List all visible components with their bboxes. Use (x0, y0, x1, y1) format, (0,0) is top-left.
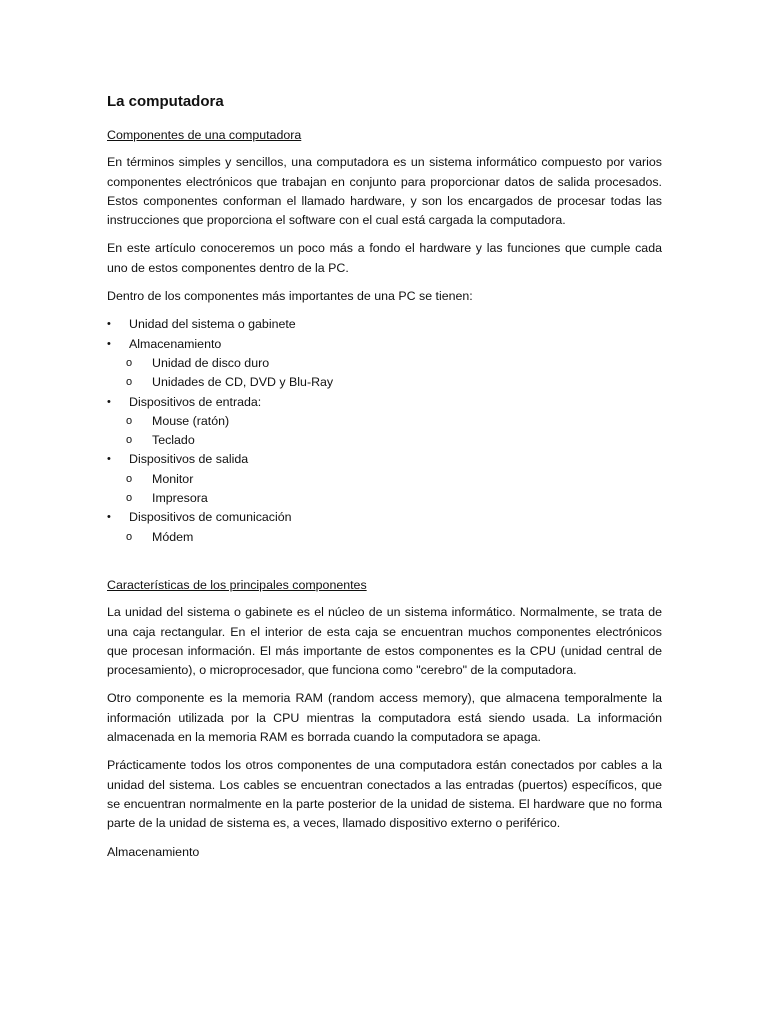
circle-bullet-icon: o (126, 530, 133, 543)
document-title: La computadora (107, 93, 224, 110)
sublist-item (107, 528, 662, 547)
list-item-label: Unidad del sistema o gabinete (129, 317, 296, 332)
circle-bullet-icon: o (126, 414, 133, 427)
communication-devices-sublist (107, 528, 662, 547)
sublist-item-label: Mouse (ratón) (152, 413, 230, 428)
sublist-item-label: Unidades de CD, DVD y Blu-Ray (152, 375, 334, 390)
circle-bullet-icon: o (126, 356, 133, 369)
sublist-item (107, 489, 662, 508)
paragraph-peripherals: Prácticamente todos los otros componentes de una computadora están conectados por cables a la unidad del sistema. Los cables se encuentran conectados a las entradas (puertos) específicos, que se encuentran normalmente en la parte posterior de la unidad de sistema. El hardware que no forma parte de la unidad de sistema es, a veces, llamado dispositivo externo o periférico. (107, 758, 662, 831)
sublist-item (107, 373, 662, 392)
components-list (107, 450, 662, 469)
section-spacer (107, 547, 662, 576)
section-heading-components: Componentes de una computadora (107, 128, 302, 142)
sublist-item-label: Monitor (152, 471, 194, 486)
storage-sublist (107, 354, 662, 393)
circle-bullet-icon: o (126, 472, 133, 485)
components-list (107, 315, 662, 354)
list-item (107, 450, 662, 469)
circle-bullet-icon: o (126, 376, 133, 389)
sublist-item (107, 354, 662, 373)
list-item-label: Almacenamiento (129, 336, 222, 351)
sublist-item-label: Impresora (152, 491, 208, 506)
section-heading-characteristics: Características de los principales componentes (107, 577, 367, 592)
paragraph-system-unit: La unidad del sistema o gabinete es el núcleo de un sistema informático. Normalmente, se trata de una caja rectangular. En el interior de esta caja se encuentran muchos componentes electrónicos que procesan información. El más importante de estos componentes es la CPU (unidad central de procesamiento), o microprocesador, que funciona como "cerebro" de la computadora. (107, 605, 662, 678)
list-item-label: Dispositivos de comunicación (129, 510, 292, 525)
sublist-item (107, 412, 662, 431)
list-item (107, 315, 662, 334)
paragraph-article: En este artículo conoceremos un poco más a fondo el hardware y las funciones que cumple cada uno de estos componentes dentro de la PC. (107, 241, 662, 275)
circle-bullet-icon: o (126, 492, 133, 505)
sublist-item-label: Módem (152, 529, 194, 544)
input-devices-sublist (107, 412, 662, 451)
list-item (107, 335, 662, 354)
output-devices-sublist (107, 470, 662, 509)
components-list (107, 393, 662, 412)
sublist-item-label: Unidad de disco duro (152, 355, 270, 370)
list-item-label: Dispositivos de entrada: (129, 394, 262, 409)
sublist-item (107, 431, 662, 450)
document-page (107, 92, 662, 862)
bullet-icon: • (107, 395, 111, 408)
paragraph-list-intro: Dentro de los componentes más importantes de una PC se tienen: (107, 289, 473, 304)
components-list (107, 508, 662, 527)
bullet-icon: • (107, 318, 111, 331)
list-item-label: Dispositivos de salida (129, 452, 249, 467)
sublist-item (107, 470, 662, 489)
bullet-icon: • (107, 511, 111, 524)
paragraph-ram: Otro componente es la memoria RAM (random access memory), que almacena temporalmente la información utilizada por la CPU mientras la computadora está siendo usada. La información almacenada en la memoria RAM es borrada cuando la computadora se apaga. (107, 691, 662, 745)
circle-bullet-icon: o (126, 434, 133, 447)
list-item (107, 393, 662, 412)
bullet-icon: • (107, 337, 111, 350)
subheading-storage: Almacenamiento (107, 844, 200, 859)
bullet-icon: • (107, 453, 111, 466)
list-item (107, 508, 662, 527)
sublist-item-label: Teclado (152, 433, 195, 448)
paragraph-intro: En términos simples y sencillos, una computadora es un sistema informático compuesto por varios componentes electrónicos que trabajan en conjunto para proporcionar datos de salida procesados. Estos componentes conforman el llamado hardware, y son los encargados de procesar todas las instrucciones que proporciona el software con el cual está cargada la computadora. (107, 155, 662, 228)
